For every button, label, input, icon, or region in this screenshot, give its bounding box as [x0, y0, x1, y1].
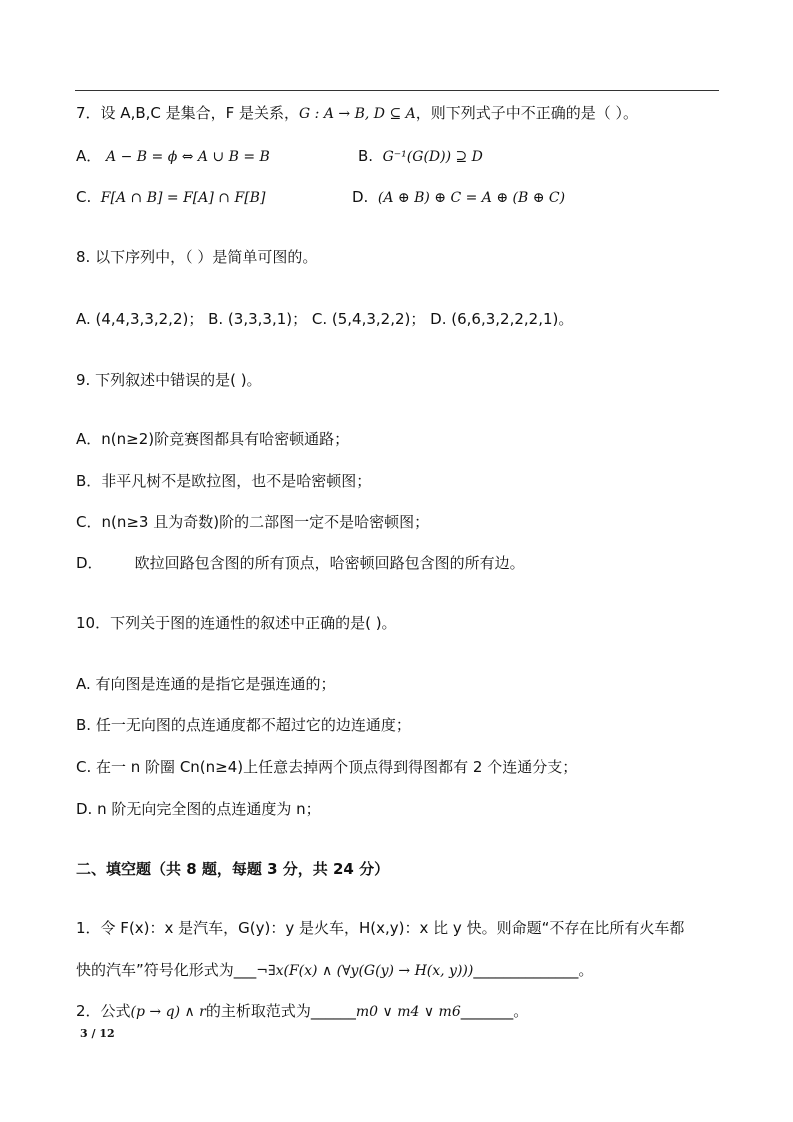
q7-option-d: [352, 187, 565, 208]
q8-options: A. (4,4,3,3,2,2)； B. (3,3,3,1)； C. (5,4,3,2,2)； D. (6,6,3,2,2,2,1)。: [76, 310, 574, 328]
fill2-answer: m0 ∨ m4 ∨ m6: [355, 1004, 461, 1020]
q7-option-a-math: A − B = ϕ ⇔ A ∪ B = B: [106, 149, 270, 165]
q7-option-b-math: G⁻¹(G(D)) ⊇ D: [382, 149, 483, 165]
q7-option-b: [358, 146, 483, 167]
section-title: 二、填空题（共 8 题，每题 3 分，共 24 分）: [76, 860, 390, 878]
q9-option-d-text: 欧拉回路包含图的所有顶点，哈密顿回路包含图的所有边。: [134, 554, 525, 572]
q7-option-b-label: B.: [358, 147, 374, 165]
fill1-line1: 1．令 F(x)：x 是汽车，G(y)：y 是火车，H(x,y)：x 比 y 快。则命题“不存在比所有火车都: [76, 919, 685, 937]
header-rule: [75, 90, 719, 91]
fill1-line2: [76, 960, 593, 981]
q7-option-d-math: (A ⊕ B) ⊕ C = A ⊕ (B ⊕ C): [377, 190, 566, 206]
q7-option-c-label: C.: [76, 188, 92, 206]
fill1-line2-prefix: 快的汽车”符号化形式为___: [76, 961, 257, 979]
q7-options-cd: [76, 187, 716, 208]
q10-option-a: A. 有向图是连通的是指它是强连通的；: [76, 675, 336, 693]
q10-option-b: B. 任一无向图的点连通度都不超过它的边连通度；: [76, 716, 411, 734]
q10-option-c: C. 在一 n 阶圈 Cn(n≥4)上任意去掉两个顶点得到得图都有 2 个连通分支；: [76, 758, 578, 776]
fill2-line: [76, 1001, 528, 1022]
q7-stem-math: G : A → B, D ⊆ A: [299, 106, 416, 122]
q7-stem-prefix: 7．设 A,B,C 是集合，F 是关系，: [76, 104, 300, 122]
q9-option-b: B．非平凡树不是欧拉图，也不是哈密顿图；: [76, 472, 372, 490]
q8-stem: 8. 以下序列中，（ ）是简单可图的。: [76, 248, 318, 266]
page-number: 3 / 12: [80, 1027, 115, 1040]
fill2-prefix: 2．公式: [76, 1002, 131, 1020]
q10-stem: 10．下列关于图的连通性的叙述中正确的是( )。: [76, 614, 397, 632]
q7-options-ab: [76, 146, 716, 167]
q9-option-d: [76, 553, 525, 573]
fill1-line2-suffix: ______________。: [473, 961, 594, 979]
q9-stem: 9. 下列叙述中错误的是( )。: [76, 371, 262, 389]
q9-option-c: C．n(n≥3 且为奇数)阶的二部图一定不是哈密顿图；: [76, 513, 430, 531]
q7-option-d-label: D.: [352, 188, 369, 206]
q7-option-c-math: F[A ∩ B] = F[A] ∩ F[B]: [100, 190, 266, 206]
q9-option-a: A．n(n≥2)阶竞赛图都具有哈密顿通路；: [76, 430, 350, 448]
fill2-middle: 的主析取范式为______: [205, 1002, 356, 1020]
q7-option-c: [76, 188, 265, 206]
fill1-answer: ¬∃x(F(x) ∧ (∀y(G(y) → H(x, y))): [256, 963, 474, 979]
q10-option-d: D. n 阶无向完全图的点连通度为 n；: [76, 800, 321, 818]
q7-option-a-label: A．: [76, 147, 102, 165]
q7-option-a: [76, 147, 270, 165]
q9-option-d-label: D．: [76, 554, 103, 572]
q7-stem-suffix: ，则下列式子中不正确的是（ ）。: [415, 104, 639, 122]
fill2-suffix: _______。: [460, 1002, 529, 1020]
fill2-formula: (p → q) ∧ r: [130, 1004, 206, 1020]
q7-stem: [76, 103, 638, 124]
